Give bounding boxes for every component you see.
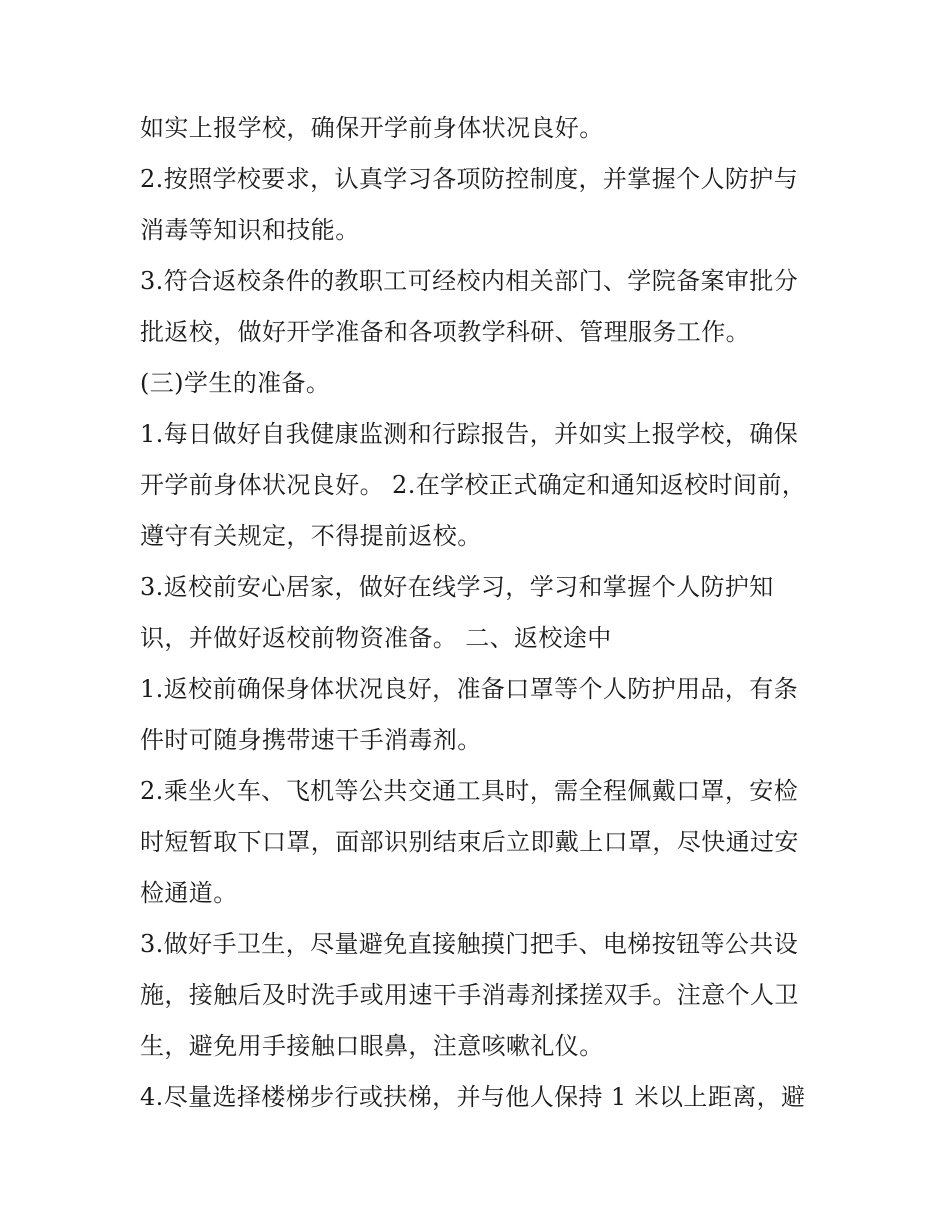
text-line: 时短暂取下口罩，面部识别结束后立即戴上口罩，尽快通过安 — [140, 828, 799, 856]
text-line: 遵守有关规定，不得提前返校。 — [140, 522, 482, 550]
text-line: 检通道。 — [140, 879, 238, 907]
body-text — [140, 103, 830, 1123]
text-line: 件时可随身携带速干手消毒剂。 — [140, 726, 482, 754]
text-line: 1.返校前确保身体状况良好，准备口罩等个人防护用品，有条 — [140, 675, 799, 703]
text-line: 3.符合返校条件的教职工可经校内相关部门、学院备案审批分 — [140, 267, 799, 295]
text-line: 施，接触后及时洗手或用速干手消毒剂揉搓双手。注意个人卫 — [140, 981, 799, 1009]
text-line: 4.尽量选择楼梯步行或扶梯，并与他人保持 1 米以上距离，避 — [140, 1083, 806, 1111]
text-line: 3.做好手卫生，尽量避免直接触摸门把手、电梯按钮等公共设 — [140, 930, 799, 958]
text-line: 如实上报学校，确保开学前身体状况良好。 — [140, 114, 604, 142]
text-line: 消毒等知识和技能。 — [140, 216, 360, 244]
text-line: 2.按照学校要求，认真学习各项防控制度，并掌握个人防护与 — [140, 165, 799, 193]
text-line: 1.每日做好自我健康监测和行踪报告，并如实上报学校，确保 — [140, 420, 799, 448]
text-line: 识，并做好返校前物资准备。 二、返校途中 — [140, 624, 612, 652]
section-heading: (三)学生的准备。 — [140, 369, 331, 397]
text-line: 开学前身体状况良好。 2.在学校正式确定和通知返校时间前， — [140, 471, 807, 499]
text-line: 批返校，做好开学准备和各项教学科研、管理服务工作。 — [140, 318, 750, 346]
text-line: 2.乘坐火车、飞机等公共交通工具时，需全程佩戴口罩，安检 — [140, 777, 799, 805]
text-line: 生，避免用手接触口眼鼻，注意咳嗽礼仪。 — [140, 1032, 604, 1060]
text-line: 3.返校前安心居家，做好在线学习，学习和掌握个人防护知 — [140, 573, 774, 601]
